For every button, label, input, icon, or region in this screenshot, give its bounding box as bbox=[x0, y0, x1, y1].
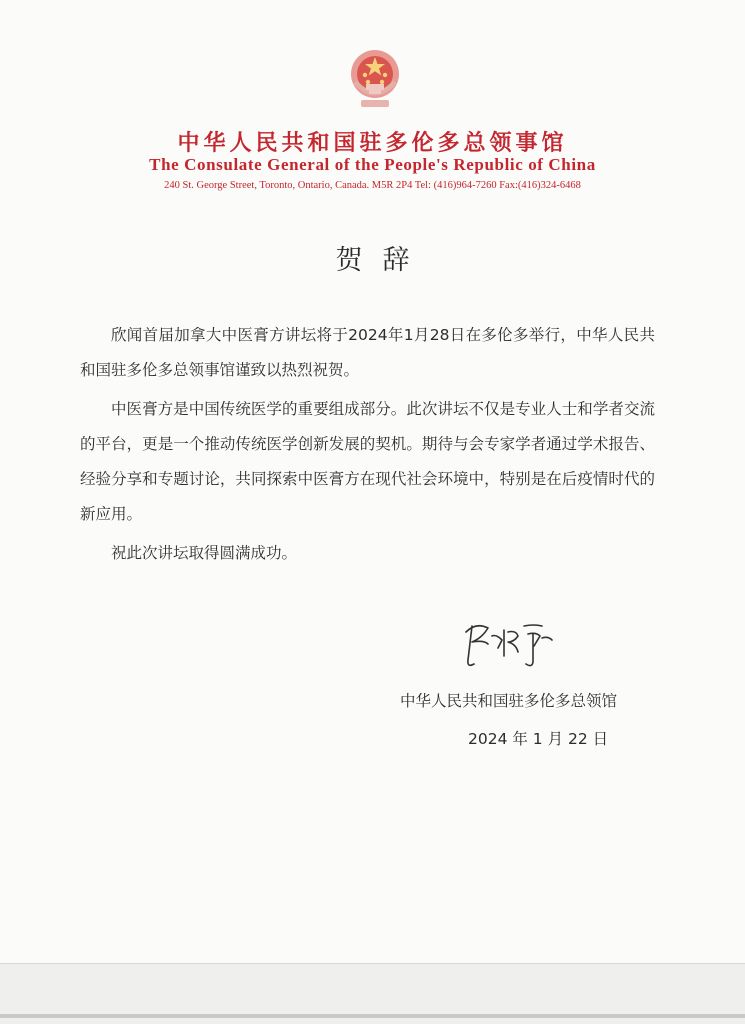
consulate-address: 240 St. George Street, Toronto, Ontario, Canada. M5R 2P4 Tel: (416)964-7260 Fax:(416)324-6468 bbox=[164, 180, 581, 191]
handwritten-signature bbox=[458, 612, 568, 674]
scan-edge-stripe bbox=[0, 1014, 745, 1018]
scan-bottom-edge bbox=[0, 963, 745, 1024]
consulate-name-cn: 中华人民共和国驻多伦多总领事馆 bbox=[177, 131, 568, 156]
letter-body bbox=[80, 318, 655, 575]
signature-date: 2024 年 1 月 22 日 bbox=[468, 730, 609, 748]
letter-paragraph: 欣闻首届加拿大中医膏方讲坛将于2024年1月28日在多伦多举行，中华人民共和国驻多伦多总领事馆谨致以热烈祝贺。 bbox=[80, 326, 655, 379]
letter-paragraph: 祝此次讲坛取得圆满成功。 bbox=[111, 544, 298, 562]
national-emblem-icon bbox=[343, 44, 407, 110]
consulate-name-en: The Consulate General of the People's Republic of China bbox=[149, 155, 596, 174]
letter-paragraph: 中医膏方是中国传统医学的重要组成部分。此次讲坛不仅是专业人士和学者交流的平台，更是一个推动传统医学创新发展的契机。期待与会专家学者通过学术报告、经验分享和专题讨论，共同探索中医膏方在现代社会环境中，特别是在后疫情时代的新应用。 bbox=[80, 400, 655, 523]
signature-organization: 中华人民共和国驻多伦多总领馆 bbox=[400, 692, 618, 710]
letter-title: 贺辞 bbox=[335, 245, 430, 276]
